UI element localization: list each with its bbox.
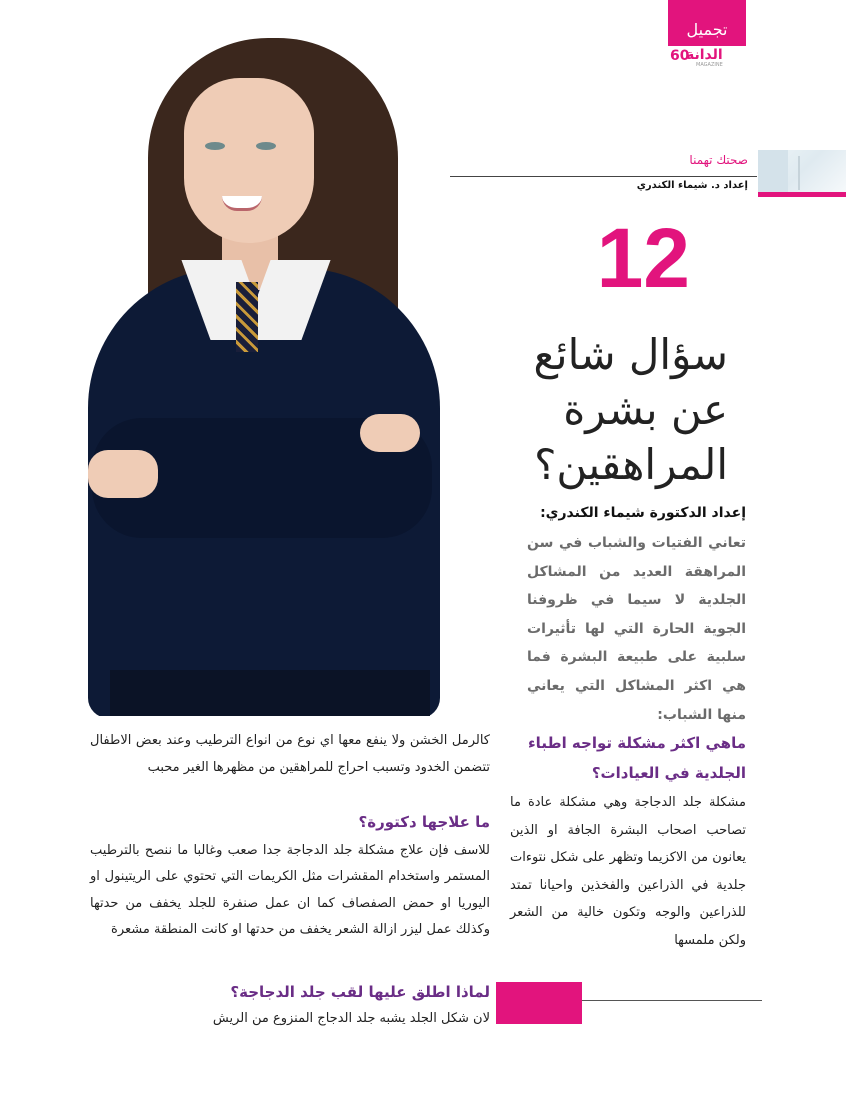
magazine-subtitle: MAGAZINE	[696, 62, 723, 68]
question-heading: ما علاجها دكتورة؟	[358, 813, 490, 831]
question-heading: ماهي اكثر مشكلة تواجه اطباء الجلدية في العيادات؟	[528, 734, 746, 782]
title-line-1: سؤال شائع	[533, 330, 728, 379]
footer-divider	[582, 1000, 762, 1001]
section-label: تجميل	[686, 20, 728, 39]
photo-face	[184, 78, 314, 243]
photo-eye-left	[205, 142, 225, 150]
intro-heading: إعداد الدكتورة شيماء الكندري:	[540, 505, 746, 521]
answer-paragraph-continued: كالرمل الخشن ولا ينفع معها اي نوع من انواع الترطيب وعند بعض الاطفال تتضمن الخدود وتسبب احراج للمراهقين من مظهرها الغير محبب	[90, 733, 490, 775]
footer-accent-bar	[496, 982, 582, 1024]
stethoscope-photo-shade	[758, 150, 788, 192]
answer-paragraph: لان شكل الجلد يشبه جلد الدجاج المنزوع من الريش	[212, 1011, 490, 1026]
header-divider	[430, 176, 757, 177]
intro-paragraph: تعاني الفتيات والشباب في سن المراهقة العديد من المشاكل الجلدية لا سيما في ظروفنا الجوية الحارة التي لها تأثيرات سلبية على طبيعة البشرة فما هي اكثر المشاكل التي يعاني منها الشباب:	[527, 535, 746, 723]
stethoscope-photo-tube	[798, 156, 800, 190]
author-credit: إعداد د. شيماء الكندري	[636, 180, 748, 191]
title-line-3: المراهقين؟	[534, 440, 728, 489]
answer-paragraph: للاسف فإن علاج مشكلة جلد الدجاجة جدا صعب وغالبا ما ننصح بالترطيب المستمر واستخدام المقشرات مثل الكريمات التي تحتوي على الريتينول او اليوريا او حمض الصفصاف كما ان عمل صنفرة للجلد يخفف من حدتها وكذلك عمل ليزر ازالة الشعر يخفف من حدتها او كانت المنطقة مشعرة	[90, 843, 490, 938]
photo-tie	[236, 282, 258, 352]
stethoscope-photo	[758, 150, 846, 192]
magazine-logo: الدانة	[686, 47, 723, 63]
title-line-2: عن بشرة	[563, 385, 728, 434]
photo-hand-left	[88, 450, 158, 498]
photo-eye-right	[256, 142, 276, 150]
column-label: صحتك تهمنا	[689, 153, 748, 167]
teen-girl-photo	[60, 20, 450, 716]
page-number: 60	[670, 48, 690, 64]
answer-paragraph: مشكلة جلد الدجاجة وهي مشكلة عادة ما تصاحب اصحاب البشرة الجافة او الذين يعانون من الاكزيما وتظهر على شكل نتوءات جلدية في الذراعين والفخذين واحيانا تمتد للذراعين والوجه وتكون خالية من الشعر ولكن ملمسها	[510, 795, 746, 948]
header-accent-bar	[758, 192, 846, 197]
title-number: 12	[596, 211, 690, 305]
question-heading: لماذا اطلق عليها لقب جلد الدجاجة؟	[230, 983, 490, 1001]
photo-skirt	[110, 670, 430, 716]
photo-hand-right	[360, 414, 420, 452]
